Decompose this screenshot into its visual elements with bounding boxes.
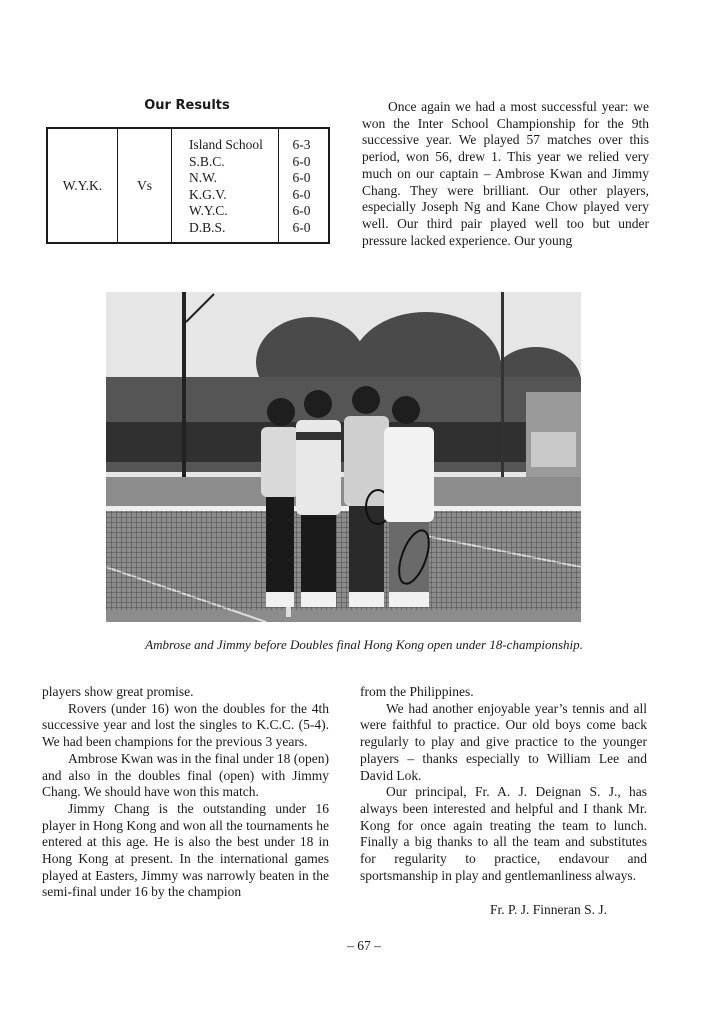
- intro-column: [362, 99, 649, 249]
- player: [344, 386, 390, 607]
- scores-cell: [279, 129, 328, 242]
- paragraph: Rovers (under 16) won the doubles for the 4th successive year and lost the singles to K.C.C. (5-4). We had been champions for the previous 3 years.: [42, 700, 329, 750]
- paragraph: Jimmy Chang is the outstanding under 16 player in Hong Kong and won all the tournaments he entered at this age. He is also the best under 18 in Hong Kong at present. In the international games played at Easters, Jimmy was narrowly beaten in the semi-final under 16 by the champion: [42, 800, 329, 900]
- opponent-name: W.Y.C.: [189, 203, 228, 218]
- team-cell: [48, 129, 118, 242]
- light-pole: [182, 292, 186, 492]
- match-score: 6-0: [292, 153, 311, 169]
- results-table: [46, 127, 330, 244]
- team-photo: [106, 292, 581, 622]
- paragraph: players show great promise.: [42, 684, 194, 699]
- opponent-name: K.G.V.: [189, 186, 227, 202]
- team-name: W.Y.K.: [62, 177, 103, 193]
- match-score: 6-0: [292, 186, 311, 202]
- paragraph: Our principal, Fr. A. J. Deignan S. J., has always been interested and helpful and I thank Mr. Kong for once again treating the team to lunch. Finally a big thanks to all the team and substitutes for regularity to practice, endavour and sportsmanship in play and gentlemanliness always.: [360, 784, 647, 883]
- match-score: 6-0: [292, 203, 311, 218]
- tennis-net: [106, 510, 581, 610]
- match-score: 6-0: [292, 219, 311, 235]
- player: [296, 390, 341, 607]
- opponent-name: D.B.S.: [189, 219, 226, 235]
- page-number: – 67 –: [347, 938, 381, 953]
- opponents-cell: [172, 129, 279, 242]
- paragraph: from the Philippines.: [360, 684, 474, 699]
- opponent-name: S.B.C.: [189, 153, 225, 169]
- opponent-name: Island School: [189, 137, 263, 152]
- author-signature: Fr. P. J. Finneran S. J.: [490, 902, 608, 917]
- vs-cell: [118, 129, 172, 242]
- vs-label: Vs: [136, 177, 152, 193]
- match-score: 6-0: [292, 170, 311, 185]
- left-column: [42, 684, 329, 901]
- player: [261, 398, 299, 607]
- intro-paragraph: Once again we had a most successful year: we won the Inter School Championship for the 9th successive year. We played 57 matches over this period, won 56, drew 1. This year we relied very much on our captain – Ambrose Kwan and Jimmy Chang. They were brilliant. Our other players, especially Joseph Ng and Kane Chow played very well. Our third pair played well too but under pressure lacked experience. Our young: [362, 99, 649, 248]
- photo-caption: Ambrose and Jimmy before Doubles final Hong Kong open under 18-championship.: [145, 637, 583, 652]
- match-score: 6-3: [292, 137, 311, 152]
- results-title: Our Results: [144, 98, 230, 113]
- right-column: [360, 684, 647, 884]
- paragraph: Ambrose Kwan was in the final under 18 (open) and also in the doubles final (open) with Jimmy Chang. We should have won this match.: [42, 750, 329, 800]
- player: [384, 396, 435, 607]
- light-pole: [501, 292, 504, 482]
- opponent-name: N.W.: [189, 170, 218, 185]
- paragraph: We had another enjoyable year’s tennis and all were faithful to practice. Our old boys come back regularly to play and give practice to the younger players – thanks especially to William Lee and David Lok.: [360, 700, 647, 783]
- team-photo-illustration: [106, 292, 581, 622]
